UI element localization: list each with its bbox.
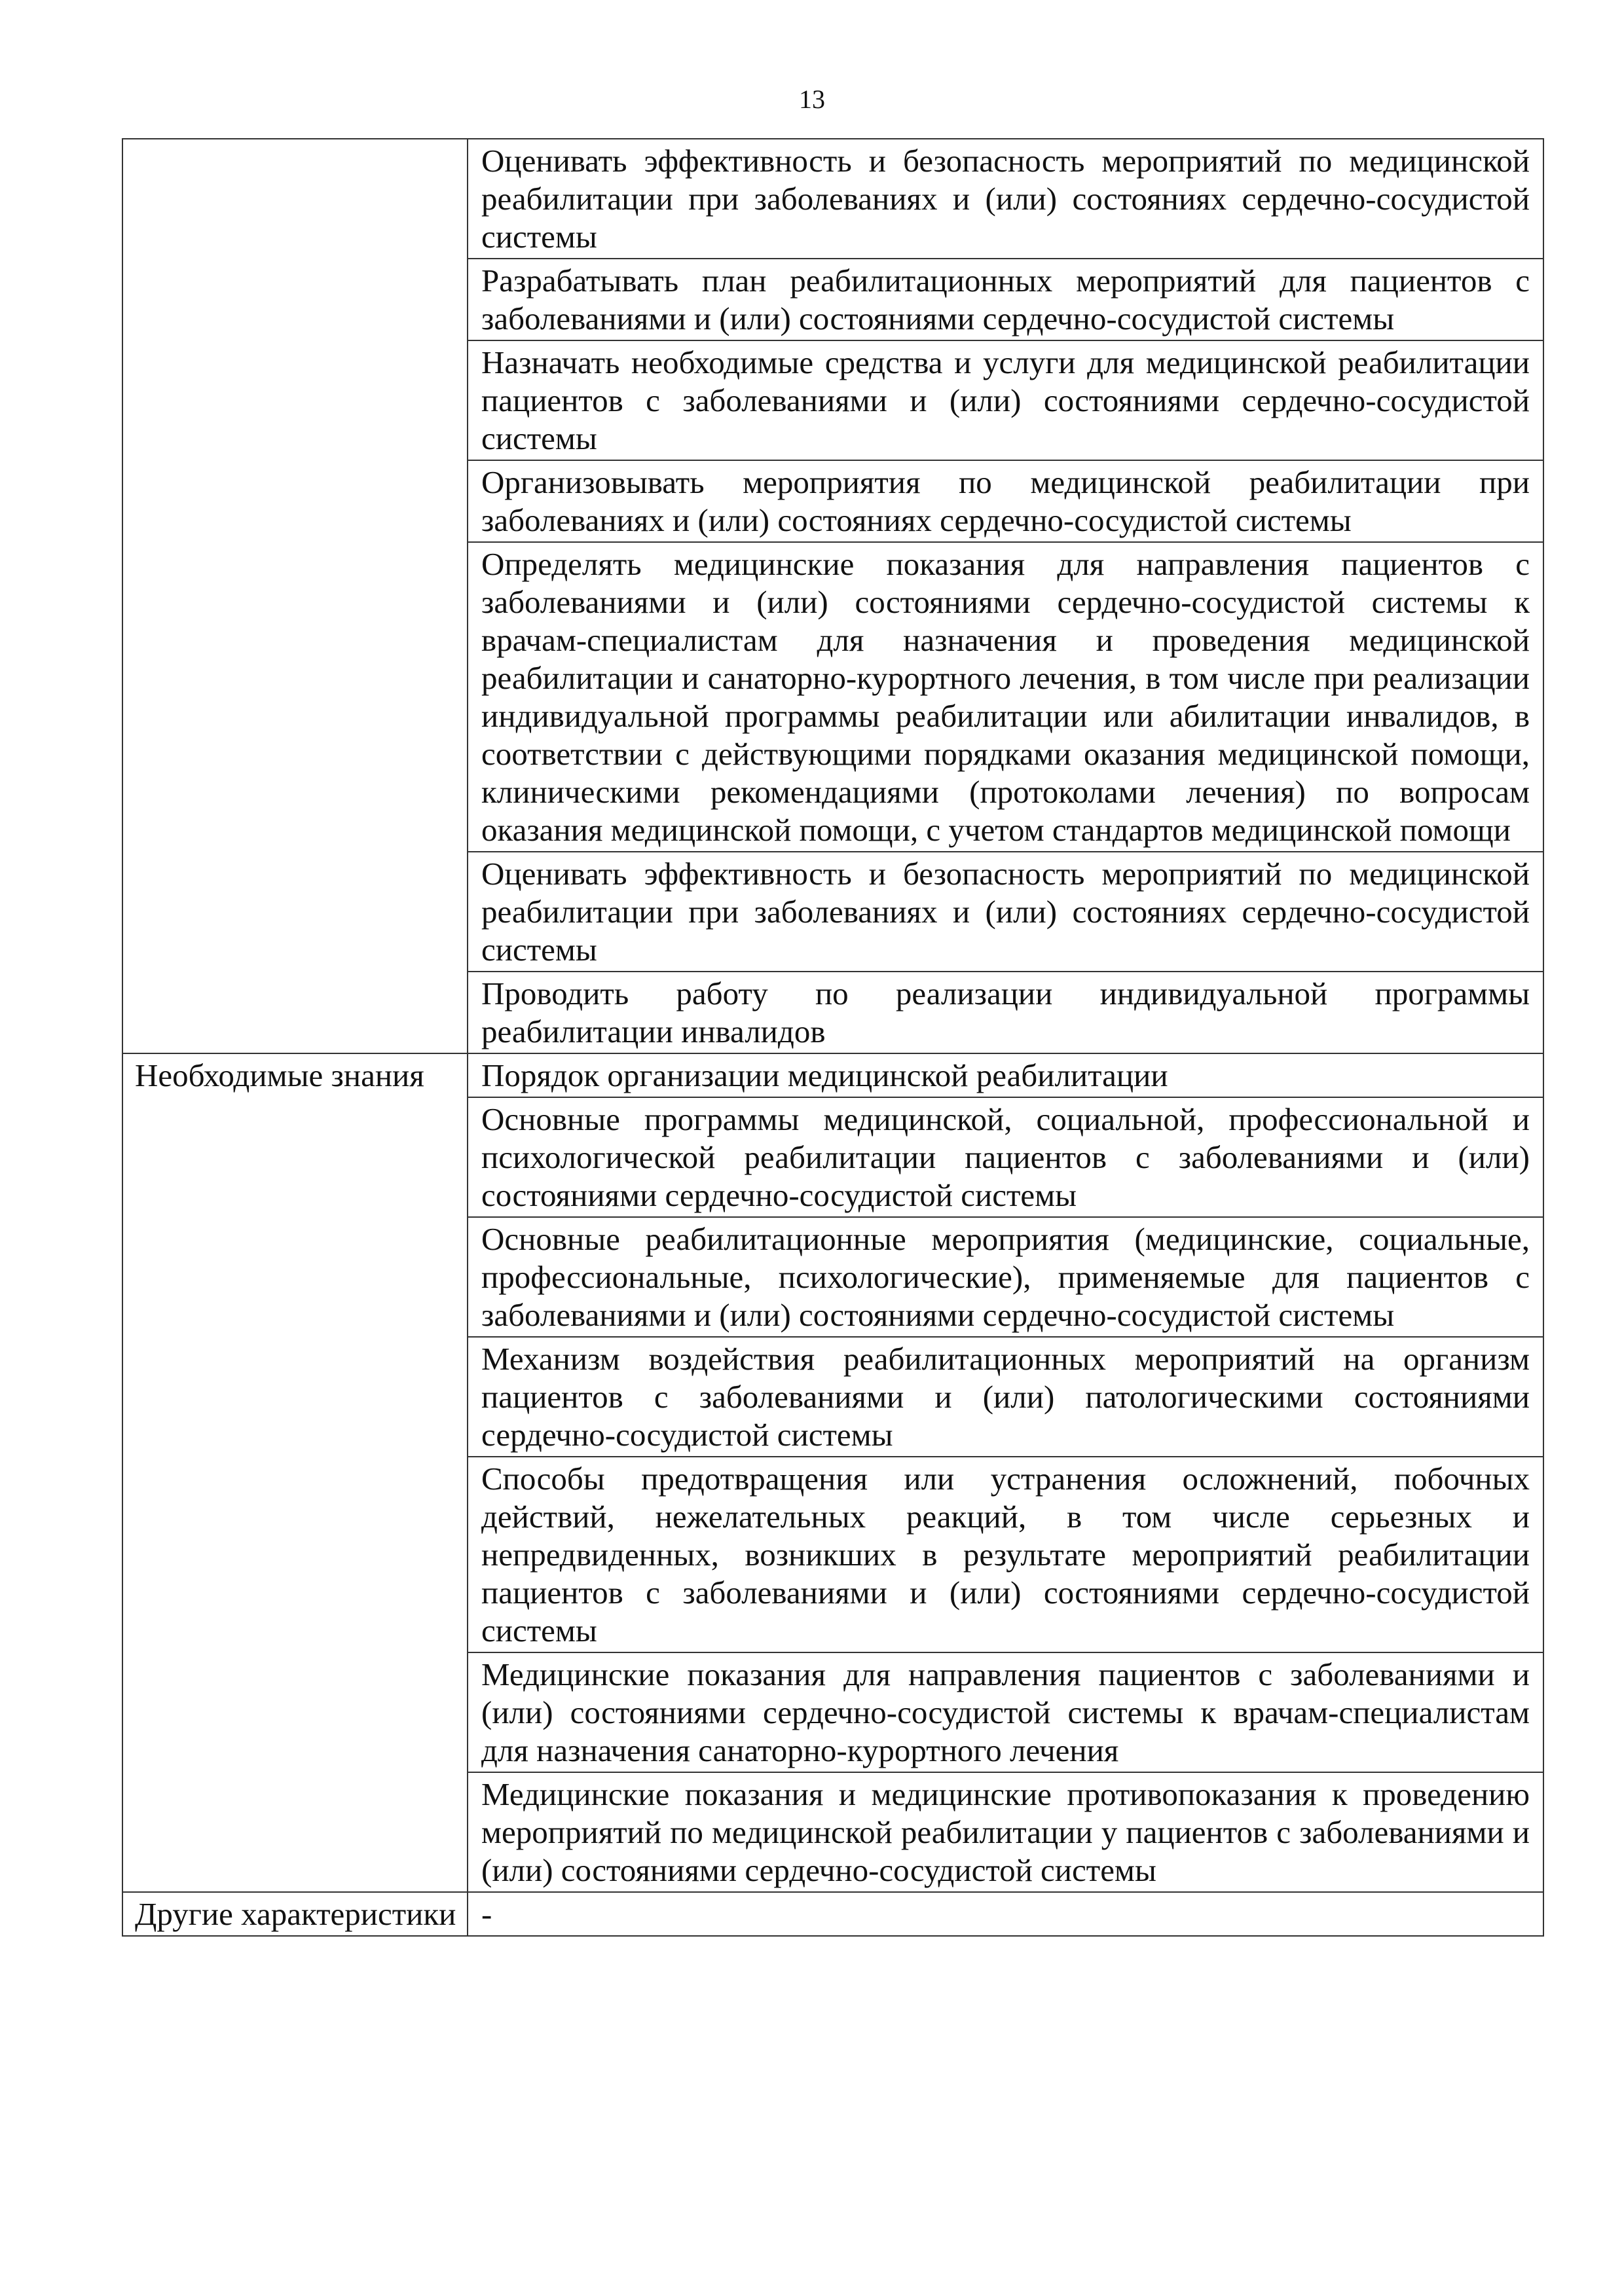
skill-cell: Разрабатывать план реабилитационных мероприятий для пациентов с заболеваниями и (или) состояниями сердечно-сосудистой системы [468, 259, 1543, 340]
requirements-table [122, 138, 1544, 1937]
other-characteristics-value: - [468, 1892, 1543, 1936]
knowledge-cell: Порядок организации медицинской реабилитации [468, 1053, 1543, 1097]
skills-label-cell [122, 139, 468, 1053]
table-row [122, 1053, 1543, 1097]
table-row [122, 139, 1543, 259]
knowledge-label: Необходимые знания [122, 1053, 468, 1892]
skill-cell: Организовывать мероприятия по медицинской реабилитации при заболеваниях и (или) состояниях сердечно-сосудистой системы [468, 460, 1543, 542]
knowledge-cell: Медицинские показания и медицинские противопоказания к проведению мероприятий по медицинской реабилитации у пациентов с заболеваниями и (или) состояниями сердечно-сосудистой системы [468, 1772, 1543, 1892]
knowledge-cell: Основные программы медицинской, социальной, профессиональной и психологической реабилитации пациентов с заболеваниями и (или) состояниями сердечно-сосудистой системы [468, 1097, 1543, 1217]
knowledge-cell: Медицинские показания для направления пациентов с заболеваниями и (или) состояниями сердечно-сосудистой системы к врачам-специалистам для назначения санаторно-курортного лечения [468, 1652, 1543, 1772]
skill-cell: Проводить работу по реализации индивидуальной программы реабилитации инвалидов [468, 972, 1543, 1053]
skill-cell: Оценивать эффективность и безопасность мероприятий по медицинской реабилитации при заболеваниях и (или) состояниях сердечно-сосудистой системы [468, 139, 1543, 259]
knowledge-cell: Способы предотвращения или устранения осложнений, побочных действий, нежелательных реакций, в том числе серьезных и непредвиденных, возникших в результате мероприятий реабилитации пациентов с заболеваниями и (или) состояниями сердечно-сосудистой системы [468, 1457, 1543, 1652]
knowledge-cell: Основные реабилитационные мероприятия (медицинские, социальные, профессиональные, психологические), применяемые для пациентов с заболеваниями и (или) состояниями сердечно-сосудистой системы [468, 1217, 1543, 1337]
skill-cell: Определять медицинские показания для направления пациентов с заболеваниями и (или) состояниями сердечно-сосудистой системы к врачам-специалистам для назначения и проведения медицинской реабилитации и санаторно-курортного лечения, в том числе при реализации индивидуальной программы реабилитации или абилитации инвалидов, в соответствии с действующими порядками оказания медицинской помощи, клиническими рекомендациями (протоколами лечения) по вопросам оказания медицинской помощи, с учетом стандартов медицинской помощи [468, 542, 1543, 852]
page-number: 13 [799, 84, 825, 114]
skill-cell: Оценивать эффективность и безопасность мероприятий по медицинской реабилитации при заболеваниях и (или) состояниях сердечно-сосудистой системы [468, 852, 1543, 972]
table-row [122, 1892, 1543, 1936]
knowledge-cell: Механизм воздействия реабилитационных мероприятий на организм пациентов с заболеваниями и (или) патологическими состояниями сердечно-сосудистой системы [468, 1337, 1543, 1457]
other-characteristics-label: Другие характеристики [122, 1892, 468, 1936]
skill-cell: Назначать необходимые средства и услуги для медицинской реабилитации пациентов с заболеваниями и (или) состояниями сердечно-сосудистой системы [468, 340, 1543, 460]
